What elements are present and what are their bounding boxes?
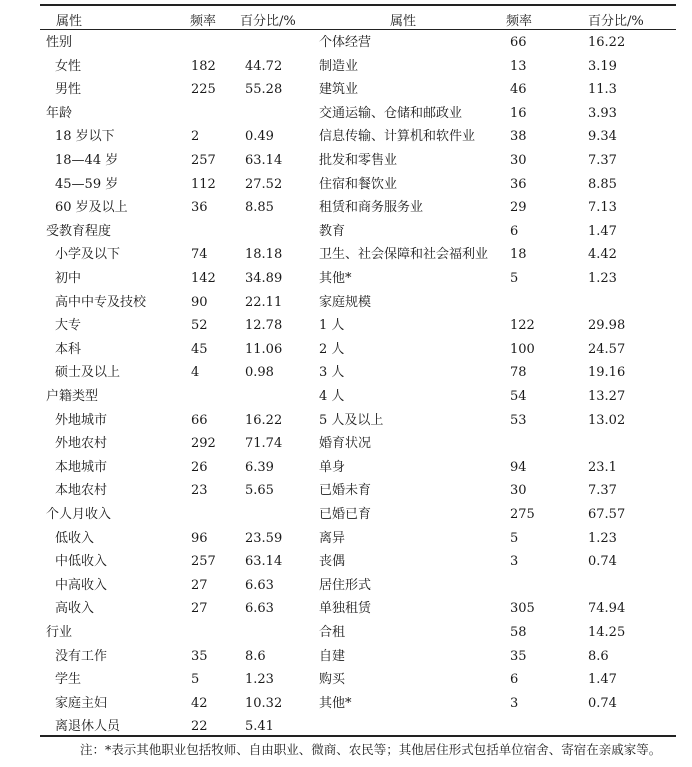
table-row [40, 527, 676, 551]
right-percent-cell: 1.23 [588, 530, 617, 546]
left-percent-cell: 1.23 [245, 672, 274, 688]
left-attribute-cell: 高收入 [55, 601, 95, 617]
table-row [40, 645, 676, 669]
right-attribute-cell: 租赁和商务服务业 [319, 200, 424, 216]
left-attribute-cell: 离退休人员 [55, 719, 121, 735]
right-attribute-cell: 自建 [319, 648, 346, 664]
left-attribute-cell: 男性 [55, 82, 82, 98]
right-percent-cell: 24.57 [588, 341, 626, 357]
table-row [40, 291, 676, 315]
right-attribute-cell: 4 人 [319, 389, 345, 404]
right-frequency-cell: 36 [510, 176, 527, 192]
header-frequency-right: 频率 [506, 14, 533, 29]
right-attribute-cell: 个体经营 [319, 35, 372, 50]
right-frequency-cell: 13 [510, 58, 527, 74]
right-frequency-cell: 6 [510, 223, 519, 239]
left-frequency-cell: 22 [191, 719, 208, 735]
right-frequency-cell: 3 [510, 695, 519, 711]
right-percent-cell: 3.93 [588, 105, 617, 121]
left-frequency-cell: 182 [191, 58, 216, 74]
right-percent-cell: 67.57 [588, 507, 626, 522]
table-row [40, 314, 676, 338]
left-percent-cell: 63.14 [245, 554, 283, 570]
left-attribute-cell: 外地农村 [55, 436, 108, 452]
right-frequency-cell: 38 [510, 129, 527, 145]
left-attribute-cell: 外地城市 [55, 412, 108, 428]
left-frequency-cell: 4 [191, 365, 200, 381]
table-row [40, 621, 676, 645]
table-row [40, 692, 676, 716]
table-row [40, 102, 676, 126]
table-row [40, 55, 676, 79]
table-row [40, 149, 676, 173]
left-percent-cell: 63.14 [245, 153, 283, 168]
right-attribute-cell: 5 人及以上 [319, 412, 384, 428]
right-attribute-cell: 2 人 [319, 341, 345, 357]
left-percent-cell: 12.78 [245, 318, 283, 334]
table-row [40, 668, 676, 692]
right-attribute-cell: 购买 [319, 672, 346, 688]
right-percent-cell: 16.22 [588, 35, 626, 50]
header-percent-left: 百分比/% [240, 14, 296, 29]
table-row [40, 385, 676, 409]
right-percent-cell: 11.3 [588, 82, 617, 98]
left-frequency-cell: 52 [191, 318, 208, 334]
right-frequency-cell: 35 [510, 648, 527, 664]
left-attribute-cell: 小学及以下 [55, 247, 121, 263]
left-attribute-cell: 户籍类型 [46, 389, 99, 404]
left-percent-cell: 16.22 [245, 412, 283, 428]
header-attribute-right: 属性 [390, 14, 417, 29]
left-frequency-cell: 27 [191, 601, 208, 617]
left-frequency-cell: 5 [191, 672, 200, 688]
left-attribute-cell: 中高收入 [55, 577, 108, 593]
right-percent-cell: 7.37 [588, 153, 617, 168]
table-row [40, 597, 676, 621]
right-attribute-cell: 批发和零售业 [319, 153, 398, 168]
right-attribute-cell: 其他* [319, 271, 352, 286]
left-percent-cell: 22.11 [245, 294, 283, 310]
left-percent-cell: 8.6 [245, 648, 266, 664]
right-attribute-cell: 家庭规模 [319, 294, 372, 310]
left-percent-cell: 6.63 [245, 601, 274, 617]
left-percent-cell: 8.85 [245, 200, 274, 216]
table-row [40, 220, 676, 244]
right-frequency-cell: 53 [510, 412, 527, 428]
right-percent-cell: 1.23 [588, 271, 617, 286]
table-row [40, 338, 676, 362]
left-percent-cell: 5.41 [245, 719, 274, 735]
table-row [40, 196, 676, 220]
left-frequency-cell: 36 [191, 200, 208, 216]
table-row [40, 267, 676, 291]
left-frequency-cell: 66 [191, 412, 208, 428]
right-frequency-cell: 94 [510, 459, 527, 475]
table-row [40, 574, 676, 598]
table-row [40, 173, 676, 197]
table-row [40, 409, 676, 433]
table-top-rule [40, 4, 676, 6]
left-frequency-cell: 292 [191, 436, 216, 452]
right-percent-cell: 8.85 [588, 176, 617, 192]
right-percent-cell: 0.74 [588, 695, 617, 711]
right-frequency-cell: 5 [510, 271, 519, 286]
left-frequency-cell: 45 [191, 341, 208, 357]
right-frequency-cell: 305 [510, 601, 535, 617]
right-attribute-cell: 已婚未育 [319, 483, 372, 499]
right-frequency-cell: 30 [510, 153, 527, 168]
left-frequency-cell: 142 [191, 271, 216, 286]
left-attribute-cell: 没有工作 [55, 648, 108, 664]
left-percent-cell: 0.98 [245, 365, 274, 381]
right-attribute-cell: 制造业 [319, 58, 359, 74]
right-attribute-cell: 合租 [319, 625, 346, 640]
table-row [40, 31, 676, 55]
left-percent-cell: 11.06 [245, 341, 283, 357]
left-attribute-cell: 年龄 [46, 105, 73, 121]
left-attribute-cell: 受教育程度 [46, 223, 112, 239]
right-attribute-cell: 卫生、社会保障和社会福利业 [319, 247, 489, 263]
header-attribute-left: 属性 [56, 14, 83, 29]
table-footnote: 注：*表示其他职业包括牧师、自由职业、微商、农民等；其他居住形式包括单位宿舍、寄宿在亲戚家等。 [80, 742, 662, 757]
right-percent-cell: 74.94 [588, 601, 626, 617]
right-frequency-cell: 30 [510, 483, 527, 499]
left-attribute-cell: 行业 [46, 625, 73, 640]
table-header-row [40, 10, 676, 33]
right-attribute-cell: 住宿和餐饮业 [319, 176, 398, 192]
left-attribute-cell: 45—59 岁 [55, 176, 119, 192]
right-percent-cell: 7.13 [588, 200, 617, 216]
table-row [40, 243, 676, 267]
left-percent-cell: 55.28 [245, 82, 283, 98]
left-attribute-cell: 家庭主妇 [55, 695, 108, 711]
left-frequency-cell: 90 [191, 294, 208, 310]
left-attribute-cell: 性别 [46, 35, 73, 50]
left-attribute-cell: 18—44 岁 [55, 153, 119, 168]
right-attribute-cell: 离异 [319, 530, 346, 546]
right-percent-cell: 8.6 [588, 648, 609, 664]
right-frequency-cell: 18 [510, 247, 527, 263]
left-percent-cell: 0.49 [245, 129, 274, 145]
left-frequency-cell: 96 [191, 530, 208, 546]
left-frequency-cell: 26 [191, 459, 208, 475]
table-row [40, 503, 676, 527]
table-row [40, 125, 676, 149]
right-frequency-cell: 66 [510, 35, 527, 50]
right-attribute-cell: 单独租赁 [319, 601, 372, 617]
right-frequency-cell: 78 [510, 365, 527, 381]
left-percent-cell: 34.89 [245, 271, 283, 286]
header-percent-right: 百分比/% [588, 14, 644, 29]
left-percent-cell: 44.72 [245, 58, 283, 74]
right-attribute-cell: 单身 [319, 459, 346, 475]
right-attribute-cell: 丧偶 [319, 554, 346, 570]
left-attribute-cell: 60 岁及以上 [55, 200, 128, 216]
left-frequency-cell: 23 [191, 483, 208, 499]
right-percent-cell: 13.02 [588, 412, 626, 428]
right-percent-cell: 7.37 [588, 483, 617, 499]
right-frequency-cell: 58 [510, 625, 527, 640]
right-frequency-cell: 5 [510, 530, 519, 546]
right-percent-cell: 23.1 [588, 459, 617, 475]
right-percent-cell: 1.47 [588, 672, 617, 688]
left-attribute-cell: 学生 [55, 672, 82, 688]
left-attribute-cell: 硕士及以上 [55, 365, 121, 381]
right-percent-cell: 0.74 [588, 554, 617, 570]
right-attribute-cell: 1 人 [319, 318, 345, 334]
left-percent-cell: 23.59 [245, 530, 283, 546]
right-percent-cell: 4.42 [588, 247, 617, 263]
left-frequency-cell: 74 [191, 247, 208, 263]
left-frequency-cell: 42 [191, 695, 208, 711]
right-attribute-cell: 已婚已育 [319, 507, 372, 522]
left-attribute-cell: 个人月收入 [46, 507, 112, 522]
left-percent-cell: 5.65 [245, 483, 274, 499]
right-percent-cell: 1.47 [588, 223, 617, 239]
right-frequency-cell: 46 [510, 82, 527, 98]
left-frequency-cell: 257 [191, 554, 216, 570]
left-frequency-cell: 112 [191, 176, 216, 192]
table-row [40, 78, 676, 102]
left-attribute-cell: 中低收入 [55, 554, 108, 570]
header-frequency-left: 频率 [190, 14, 217, 29]
right-frequency-cell: 3 [510, 554, 519, 570]
right-percent-cell: 29.98 [588, 318, 626, 334]
left-frequency-cell: 27 [191, 577, 208, 593]
right-percent-cell: 14.25 [588, 625, 626, 640]
left-attribute-cell: 本科 [55, 341, 82, 357]
right-frequency-cell: 54 [510, 389, 527, 404]
right-percent-cell: 9.34 [588, 129, 617, 145]
left-percent-cell: 71.74 [245, 436, 283, 452]
left-frequency-cell: 225 [191, 82, 216, 98]
left-frequency-cell: 257 [191, 153, 216, 168]
left-attribute-cell: 大专 [55, 318, 82, 334]
right-attribute-cell: 教育 [319, 223, 346, 239]
right-frequency-cell: 100 [510, 341, 535, 357]
right-attribute-cell: 居住形式 [319, 577, 372, 593]
left-attribute-cell: 高中中专及技校 [55, 294, 147, 310]
right-attribute-cell: 信息传输、计算机和软件业 [319, 129, 476, 145]
left-percent-cell: 18.18 [245, 247, 283, 263]
table-row [40, 479, 676, 503]
left-attribute-cell: 初中 [55, 271, 82, 286]
right-percent-cell: 3.19 [588, 58, 617, 74]
table-row [40, 432, 676, 456]
right-attribute-cell: 3 人 [319, 365, 345, 381]
left-percent-cell: 10.32 [245, 695, 283, 711]
right-frequency-cell: 275 [510, 507, 535, 522]
right-attribute-cell: 其他* [319, 695, 352, 711]
left-attribute-cell: 本地农村 [55, 483, 108, 499]
left-percent-cell: 27.52 [245, 176, 283, 192]
right-percent-cell: 13.27 [588, 389, 626, 404]
left-attribute-cell: 本地城市 [55, 459, 108, 475]
table-row [40, 361, 676, 385]
left-frequency-cell: 2 [191, 129, 200, 145]
left-attribute-cell: 18 岁以下 [55, 129, 115, 145]
right-percent-cell: 19.16 [588, 365, 626, 381]
table-row [40, 456, 676, 480]
right-frequency-cell: 6 [510, 672, 519, 688]
table-row [40, 550, 676, 574]
left-frequency-cell: 35 [191, 648, 208, 664]
left-percent-cell: 6.63 [245, 577, 274, 593]
left-attribute-cell: 低收入 [55, 530, 95, 546]
right-attribute-cell: 婚育状况 [319, 436, 372, 452]
right-attribute-cell: 交通运输、仓储和邮政业 [319, 105, 463, 121]
left-attribute-cell: 女性 [55, 58, 82, 74]
right-frequency-cell: 122 [510, 318, 535, 334]
right-attribute-cell: 建筑业 [319, 82, 359, 98]
right-frequency-cell: 16 [510, 105, 527, 121]
table-row [40, 715, 676, 739]
left-percent-cell: 6.39 [245, 459, 274, 475]
right-frequency-cell: 29 [510, 200, 527, 216]
